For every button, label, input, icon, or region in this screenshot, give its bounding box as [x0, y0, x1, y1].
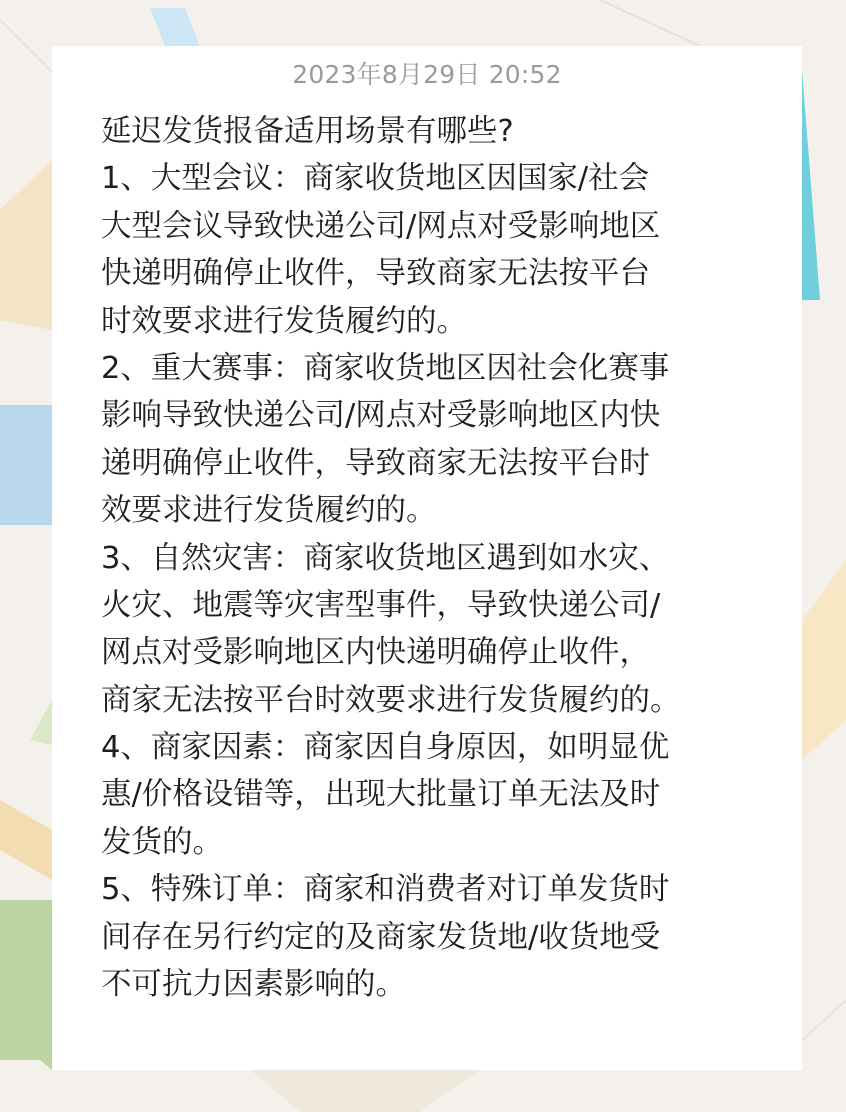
- note-line: 发货的。: [101, 824, 223, 860]
- note-line: 2、重大赛事：商家收货地区因社会化赛事: [101, 350, 670, 386]
- bg-shape-cream-bottom: [250, 1070, 480, 1112]
- note-line: 5、特殊订单：商家和消费者对订单发货时: [101, 872, 670, 908]
- bg-shape-blue-left: [0, 405, 52, 525]
- bg-shape-green-left: [30, 700, 52, 745]
- note-line: 快递明确停止收件，导致商家无法按平台: [101, 256, 650, 292]
- bg-shape-cyan-right: [802, 70, 820, 300]
- note-line: 商家无法按平台时效要求进行发货履约的。: [101, 682, 681, 718]
- bg-line-3: [600, 0, 700, 46]
- note-line: 影响导致快递公司/网点对受影响地区内快: [101, 398, 661, 434]
- bg-shape-yellow-right: [802, 560, 846, 760]
- note-line: 网点对受影响地区内快递明确停止收件，: [101, 635, 650, 671]
- bg-shape-beige-left: [0, 160, 52, 330]
- note-timestamp: 2023年8月29日 20:52: [292, 60, 562, 89]
- note-line: 火灾、地震等灾害型事件，导致快递公司/: [101, 587, 661, 623]
- note-line: 间存在另行约定的及商家发货地/收货地受: [101, 919, 661, 955]
- note-line: 效要求进行发货履约的。: [101, 493, 437, 529]
- bg-line-1: [0, 20, 60, 80]
- note-card: [52, 46, 802, 1070]
- note-title: 延迟发货报备适用场景有哪些?: [101, 114, 514, 149]
- note-line: 递明确停止收件，导致商家无法按平台时: [101, 445, 650, 481]
- note-line: 4、商家因素：商家因自身原因，如明显优: [101, 730, 670, 766]
- note-line: 时效要求进行发货履约的。: [101, 303, 467, 339]
- note-line: 不可抗力因素影响的。: [101, 967, 406, 1003]
- note-line: 3、自然灾害：商家收货地区遇到如水灾、: [101, 540, 670, 576]
- note-line: 1、大型会议：商家收货地区因国家/社会: [101, 161, 650, 197]
- note-line: 惠/价格设错等，出现大批量订单无法及时: [101, 777, 661, 813]
- bg-shape-yellow-left: [0, 800, 52, 880]
- bg-shape-blue-top: [150, 8, 200, 46]
- note-line: 大型会议导致快递公司/网点对受影响地区: [101, 208, 661, 244]
- bg-shape-green-bottom-left: [0, 900, 52, 1070]
- note-body: [101, 108, 761, 1008]
